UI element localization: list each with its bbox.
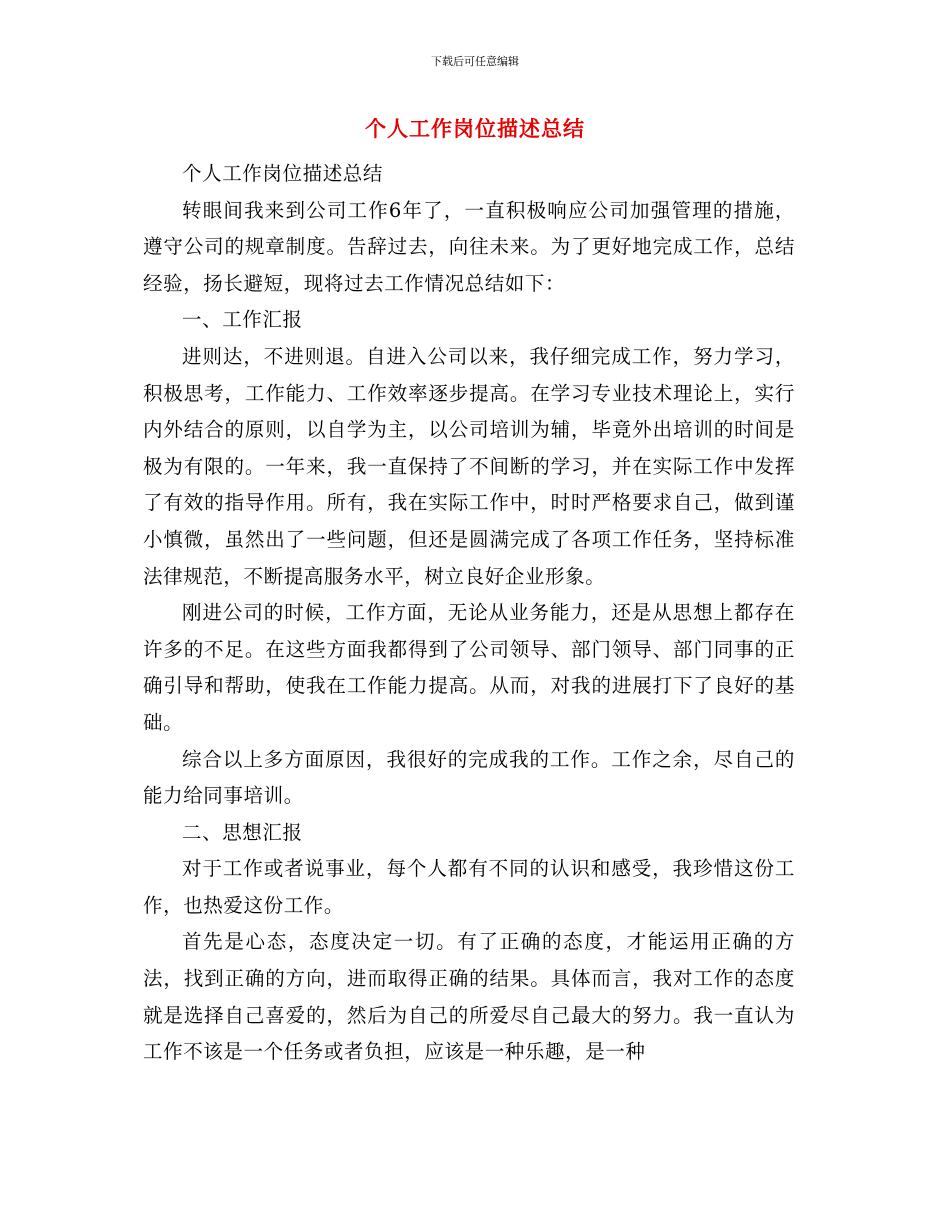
document-body (143, 156, 795, 1071)
document-title: 个人工作岗位描述总结 (365, 116, 585, 141)
section-heading-thought-report: 二、思想汇报 (182, 820, 303, 844)
paragraph-subtitle: 个人工作岗位描述总结 (182, 162, 384, 185)
paragraph-intro: 转眼间我来到公司工作6年了，一直积极响应公司加强管理的措施，遵守公司的规章制度。告辞过去，向往未来。为了更好地完成工作，总结经验，扬长避短，现将过去工作情况总结如下： (143, 198, 795, 295)
section-heading-work-report: 一、工作汇报 (182, 308, 303, 332)
paragraph: 对于工作或者说事业，每个人都有不同的认识和感受，我珍惜这份工作，也热爱这份工作。 (143, 857, 795, 917)
header-note: 下载后可任意编辑 (431, 55, 519, 68)
paragraph: 首先是心态，态度决定一切。有了正确的态度，才能运用正确的方法，找到正确的方向，进而取得正确的结果。具体而言，我对工作的态度就是选择自己喜爱的，然后为自己的所爱尽自己最大的努力。我一直认为工作不该是一个任务或者负担，应该是一种乐趣，是一种 (143, 930, 795, 1064)
paragraph: 刚进公司的时候，工作方面，无论从业务能力，还是从思想上都存在许多的不足。在这些方面我都得到了公司领导、部门领导、部门同事的正确引导和帮助，使我在工作能力提高。从而，对我的进展打下了良好的基础。 (143, 601, 795, 734)
paragraph: 综合以上多方面原因，我很好的完成我的工作。工作之余，尽自己的能力给同事培训。 (143, 747, 795, 808)
paragraph: 进则达，不进则退。自进入公司以来，我仔细完成工作，努力学习，积极思考，工作能力、工作效率逐步提高。在学习专业技术理论上，实行内外结合的原则，以自学为主，以公司培训为辅，毕竟外出培训的时间是极为有限的。一年来，我一直保持了不间断的学习，并在实际工作中发挥了有效的指导作用。所有，我在实际工作中，时时严格要求自己，做到谨小慎微，虽然出了一些问题，但还是圆满完成了各项工作任务，坚持标准法律规范，不断提高服务水平，树立良好企业形象。 (143, 344, 795, 588)
